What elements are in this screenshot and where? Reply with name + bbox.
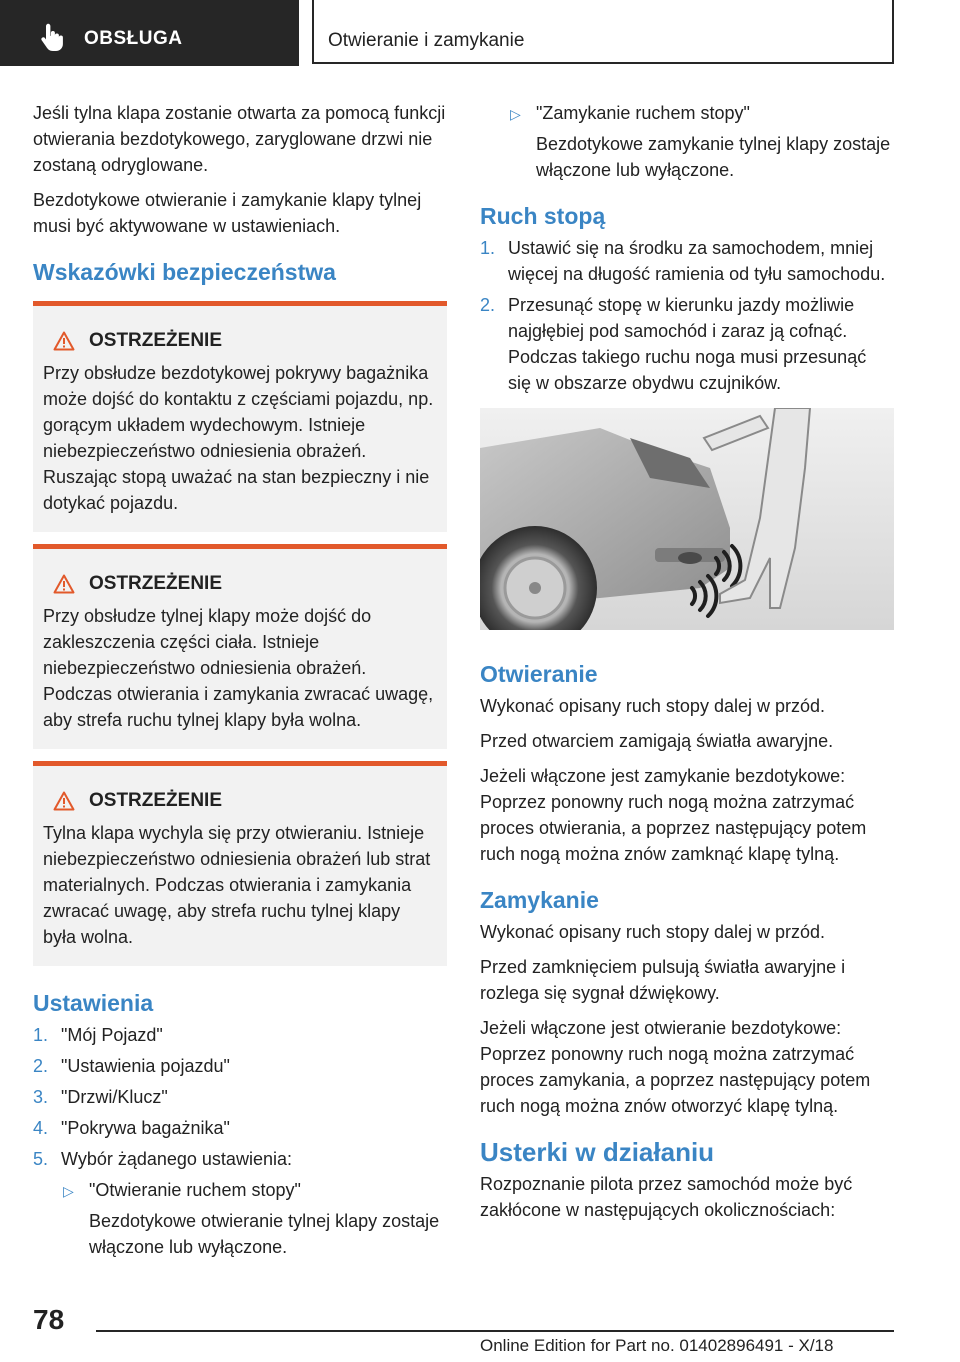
triangle-bullet-icon: ▷	[510, 106, 521, 122]
faults-heading: Usterki w działaniu	[480, 1137, 715, 1167]
warning-box-1	[33, 301, 447, 532]
warning-text: Przy obsłudze bezdotykowej pokrywy bagażnika może dojść do kontaktu z częściami pojazdu, np. gorącym układem wydechowym. Istnieje niebezpieczeństwo odniesienia obrażeń. Ruszając stopą uważać na stan bezpieczny i nie dotykać pojazdu.	[43, 363, 434, 513]
list-item: 2. "Ustawienia pojazdu"	[33, 1056, 230, 1076]
edition-text: Online Edition for Part no. 01402896491 - X/18	[480, 1336, 834, 1355]
option-close-description: Bezdotykowe zamykanie tylnej klapy zostaje włączone lub wyłączone.	[536, 134, 891, 180]
close-heading: Zamykanie	[480, 887, 599, 913]
hand-pointer-icon	[36, 22, 66, 52]
list-item: 1. "Mój Pojazd"	[33, 1025, 163, 1045]
warning-triangle-icon	[53, 574, 75, 594]
option-open-description: Bezdotykowe otwieranie tylnej klapy zostaje włączone lub wyłączone.	[89, 1211, 440, 1257]
foot-steps	[480, 235, 894, 396]
warning-title: OSTRZEŻENIE	[43, 328, 437, 354]
open-paragraph-2: Przed otwarciem zamigają światła awaryjne.	[480, 731, 834, 751]
triangle-bullet-icon: ▷	[63, 1183, 74, 1199]
section-title: OBSŁUGA	[84, 28, 183, 49]
safety-heading: Wskazówki bezpieczeństwa	[33, 259, 336, 285]
footer-divider	[96, 1330, 894, 1332]
header-section-tab	[0, 0, 299, 66]
faults-paragraph-1: Rozpoznanie pilota przez samochód może być zakłócone w następujących okolicznościach:	[480, 1174, 853, 1220]
warning-text: Tylna klapa wychyla się przy otwieraniu. Istnieje niebezpieczeństwo odniesienia obrażeń lub strat materialnych. Podczas otwierania i zamykania zwracać uwagę, aby strefa ruchu tylnej klapy była wolna.	[43, 823, 431, 947]
page-number: 78	[33, 1304, 65, 1335]
warning-box-2	[33, 544, 447, 749]
intro-paragraph-2: Bezdotykowe otwieranie i zamykanie klapy tylnej musi być aktywowane w ustawieniach.	[33, 190, 422, 236]
list-item: 5. Wybór żądanego ustawienia:	[33, 1149, 292, 1169]
warning-title: OSTRZEŻENIE	[43, 788, 437, 814]
settings-steps	[33, 1022, 447, 1172]
foot-gesture-illustration	[480, 408, 894, 630]
list-item: 3. "Drzwi/Klucz"	[33, 1087, 168, 1107]
left-column	[33, 100, 447, 1260]
list-item: 1. Ustawić się na środku za samochodem, mniej więcej na długość ramienia od tyłu samochodu.	[480, 238, 886, 284]
settings-heading: Ustawienia	[33, 990, 154, 1016]
close-paragraph-1: Wykonać opisany ruch stopy dalej w przód.	[480, 922, 826, 942]
warning-triangle-icon	[53, 791, 75, 811]
warning-triangle-icon	[53, 331, 75, 351]
option-open-item: ▷ "Otwieranie ruchem stopy"	[61, 1177, 447, 1203]
header-chapter-box	[312, 0, 894, 64]
open-paragraph-3: Jeżeli włączone jest zamykanie bezdotykowe: Poprzez ponowny ruch nogą można zatrzymać proces otwierania, a poprzez następujący potem ruch nogą można znów zamknąć klapę tylną.	[480, 766, 867, 864]
open-heading: Otwieranie	[480, 661, 598, 687]
warning-text: Przy obsłudze tylnej klapy może dojść do zakleszczenia części ciała. Istnieje niebezpieczeństwo odniesienia obrażeń. Podczas otwierania i zamykania zwracać uwagę, aby strefa ruchu tylnej klapy była wolna.	[43, 606, 434, 730]
close-paragraph-3: Jeżeli włączone jest otwieranie bezdotykowe: Poprzez ponowny ruch nogą można zatrzymać proces zamykania, a poprzez następujący potem ruch nogą można znów otworzyć klapę tylną.	[480, 1018, 871, 1116]
chapter-title: Otwieranie i zamykanie	[328, 30, 525, 51]
list-item: 4. "Pokrywa bagażnika"	[33, 1118, 230, 1138]
warning-title: OSTRZEŻENIE	[43, 571, 437, 597]
intro-paragraph-1: Jeśli tylna klapa zostanie otwarta za pomocą funkcji otwierania bezdotykowego, zaryglowane drzwi nie zostaną odryglowane.	[33, 103, 446, 175]
list-item: 2. Przesunąć stopę w kierunku jazdy możliwie najgłębiej pod samochód i zaraz ją cofnąć. Podczas takiego ruchu noga musi przesunąć się w obszarze obydwu czujników.	[480, 295, 867, 393]
option-close-item: ▷ "Zamykanie ruchem stopy"	[508, 100, 894, 126]
warning-box-3	[33, 761, 447, 966]
right-column	[480, 100, 894, 1232]
foot-heading: Ruch stopą	[480, 203, 606, 229]
open-paragraph-1: Wykonać opisany ruch stopy dalej w przód.	[480, 696, 826, 716]
close-paragraph-2: Przed zamknięciem pulsują światła awaryjne i rozlega się sygnał dźwiękowy.	[480, 957, 846, 1003]
